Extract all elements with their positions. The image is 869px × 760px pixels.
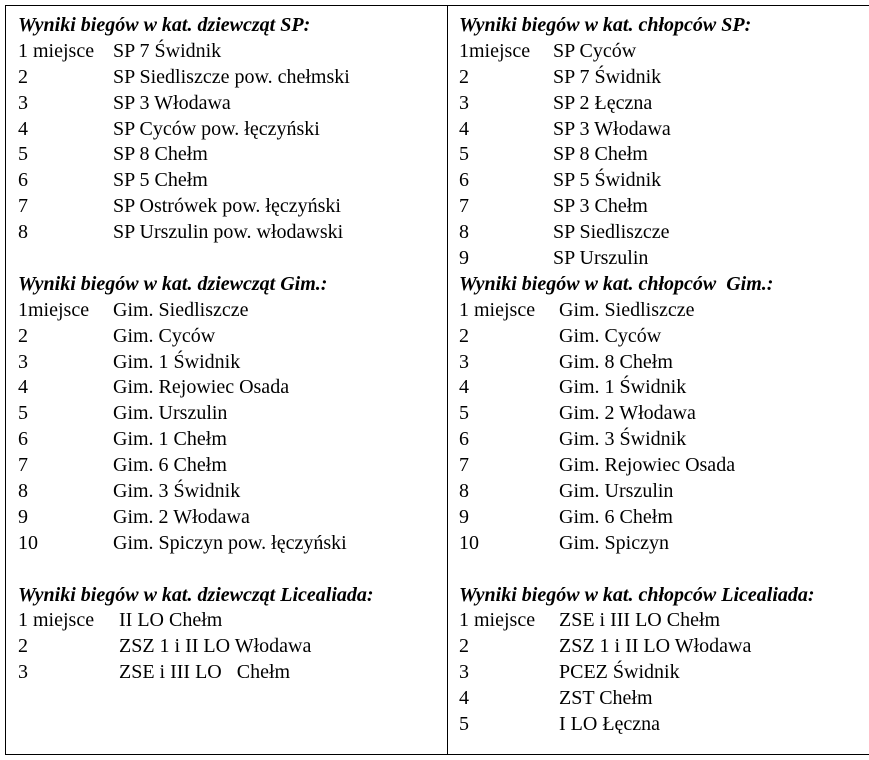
result-row — [459, 505, 869, 531]
result-row — [18, 479, 447, 505]
place-label: 1 miejsce — [459, 609, 536, 632]
result-row — [18, 65, 447, 91]
place-label: 5 — [459, 713, 469, 736]
school-name: SP 3 Włodawa — [553, 117, 671, 140]
school-name: Gim. 6 Chełm — [559, 505, 673, 528]
section-boys-sp — [459, 13, 869, 272]
school-name: SP 7 Świdnik — [553, 65, 662, 88]
section-boys-gim — [459, 272, 869, 557]
result-row — [459, 117, 869, 143]
school-name: Gim. 1 Chełm — [113, 428, 227, 451]
result-row — [459, 427, 869, 453]
result-row — [459, 220, 869, 246]
school-name: SP Ostrówek pow. łęczyński — [113, 195, 341, 218]
school-name: SP 3 Włodawa — [113, 91, 231, 114]
result-row — [459, 142, 869, 168]
school-name: SP 7 Świdnik — [113, 39, 222, 62]
result-row — [459, 91, 869, 117]
result-row — [459, 634, 869, 660]
school-name: Gim. 1 Świdnik — [559, 376, 687, 399]
result-row — [18, 324, 447, 350]
place-label: 2 — [18, 324, 28, 347]
result-row — [459, 686, 869, 712]
result-row — [459, 246, 869, 272]
place-label: 4 — [459, 687, 469, 710]
result-row — [459, 453, 869, 479]
result-row — [18, 375, 447, 401]
section-girls-sp — [18, 13, 447, 246]
place-label: 10 — [459, 531, 479, 554]
result-row — [18, 531, 447, 557]
place-label: 5 — [459, 402, 469, 425]
school-name: SP Siedliszcze — [553, 221, 670, 244]
place-label: 4 — [459, 117, 469, 140]
result-row — [459, 531, 869, 557]
school-name: Gim. Spiczyn pow. łęczyński — [113, 531, 347, 554]
place-label: 7 — [459, 195, 469, 218]
place-label: 2 — [459, 65, 469, 88]
section-girls-lic — [18, 583, 447, 687]
results-table — [5, 5, 869, 755]
school-name: ZSZ 1 i II LO Włodawa — [119, 635, 312, 658]
result-row — [18, 350, 447, 376]
place-label: 5 — [18, 402, 28, 425]
place-label: 1miejsce — [18, 298, 90, 321]
school-name: SP 5 Chełm — [113, 169, 208, 192]
school-name: II LO Chełm — [119, 609, 223, 632]
place-label: 9 — [459, 505, 469, 528]
school-name: Gim. Cyców — [559, 324, 662, 347]
school-name: Gim. Cyców — [113, 324, 216, 347]
place-label: 1 miejsce — [459, 298, 536, 321]
table-row-sp — [6, 6, 869, 755]
result-row — [459, 375, 869, 401]
place-label: 6 — [459, 428, 469, 451]
result-row — [18, 142, 447, 168]
place-label: 8 — [18, 221, 28, 244]
school-name: PCEZ Świdnik — [559, 661, 680, 684]
result-row — [18, 427, 447, 453]
place-label: 9 — [459, 247, 469, 270]
school-name: Gim. Rejowiec Osada — [559, 454, 736, 477]
place-label: 4 — [18, 376, 28, 399]
section-boys-lic — [459, 583, 869, 738]
school-name: SP Cyców — [553, 39, 637, 62]
section-girls-gim — [18, 272, 447, 557]
place-label: 10 — [18, 531, 38, 554]
result-row — [18, 220, 447, 246]
school-name: Gim. Rejowiec Osada — [113, 376, 290, 399]
result-row — [459, 324, 869, 350]
school-name: Gim. Siedliszcze — [113, 298, 249, 321]
result-row — [18, 168, 447, 194]
section-heading: Wyniki biegów w kat. chłopców Gim.: — [459, 272, 774, 295]
result-row — [459, 65, 869, 91]
school-name: SP 5 Świdnik — [553, 169, 662, 192]
place-label: 3 — [18, 661, 28, 684]
place-label: 6 — [18, 428, 28, 451]
school-name: SP Cyców pow. łęczyński — [113, 117, 320, 140]
result-row — [459, 39, 869, 65]
school-name: Gim. Spiczyn — [559, 531, 669, 554]
school-name: SP 3 Chełm — [553, 195, 648, 218]
place-label: 8 — [459, 480, 469, 503]
result-row — [18, 505, 447, 531]
section-heading: Wyniki biegów w kat. dziewcząt Licealiada: — [18, 583, 374, 606]
school-name: Gim. 3 Świdnik — [559, 428, 687, 451]
result-row — [459, 194, 869, 220]
school-name: SP 8 Chełm — [553, 143, 648, 166]
place-label: 3 — [459, 350, 469, 373]
school-name: ZST Chełm — [559, 687, 653, 710]
result-row — [459, 660, 869, 686]
result-row — [459, 479, 869, 505]
place-label: 1 miejsce — [18, 39, 95, 62]
school-name: Gim. Siedliszcze — [559, 298, 695, 321]
school-name: ZSE i III LO Chełm — [559, 609, 721, 632]
result-row — [459, 401, 869, 427]
school-name: Gim. 1 Świdnik — [113, 350, 241, 373]
section-heading: Wyniki biegów w kat. dziewcząt Gim.: — [18, 272, 328, 295]
place-label: 6 — [18, 169, 28, 192]
result-row — [459, 298, 869, 324]
place-label: 5 — [18, 143, 28, 166]
result-row — [18, 194, 447, 220]
school-name: SP Urszulin — [553, 247, 649, 270]
school-name: Gim. 8 Chełm — [559, 350, 673, 373]
place-label: 8 — [18, 480, 28, 503]
section-heading: Wyniki biegów w kat. chłopców SP: — [459, 14, 752, 36]
school-name: ZSZ 1 i II LO Włodawa — [559, 635, 752, 658]
result-row — [18, 91, 447, 117]
cell-girls-sp — [6, 6, 448, 755]
school-name: ZSE i III LO Chełm — [119, 661, 291, 684]
result-row — [18, 39, 447, 65]
school-name: SP 2 Łęczna — [553, 91, 653, 114]
school-name: Gim. Urszulin — [113, 402, 228, 425]
result-row — [18, 401, 447, 427]
place-label: 3 — [18, 91, 28, 114]
school-name: Gim. 2 Włodawa — [113, 505, 250, 528]
school-name: SP Urszulin pow. włodawski — [113, 221, 344, 244]
school-name: SP 8 Chełm — [113, 143, 208, 166]
cell-boys — [448, 6, 869, 755]
place-label: 8 — [459, 221, 469, 244]
place-label: 9 — [18, 505, 28, 528]
result-row — [459, 350, 869, 376]
place-label: 4 — [18, 117, 28, 140]
place-label: 7 — [18, 454, 28, 477]
place-label: 1 miejsce — [18, 609, 95, 632]
result-row — [18, 660, 447, 686]
result-row — [18, 298, 447, 324]
school-name: Gim. 3 Świdnik — [113, 480, 241, 503]
place-label: 6 — [459, 169, 469, 192]
school-name: Gim. Urszulin — [559, 480, 674, 503]
place-label: 5 — [459, 143, 469, 166]
result-row — [18, 634, 447, 660]
school-name: I LO Łęczna — [559, 713, 661, 736]
school-name: SP Siedliszcze pow. chełmski — [113, 65, 350, 88]
result-row — [459, 712, 869, 738]
place-label: 3 — [18, 350, 28, 373]
school-name: Gim. 6 Chełm — [113, 454, 227, 477]
result-row — [18, 117, 447, 143]
place-label: 3 — [459, 661, 469, 684]
place-label: 2 — [459, 635, 469, 658]
result-row — [459, 168, 869, 194]
place-label: 1miejsce — [459, 39, 531, 62]
section-heading: Wyniki biegów w kat. dziewcząt SP: — [18, 14, 311, 36]
place-label: 2 — [18, 635, 28, 658]
place-label: 4 — [459, 376, 469, 399]
place-label: 7 — [459, 454, 469, 477]
school-name: Gim. 2 Włodawa — [559, 402, 696, 425]
result-row — [459, 608, 869, 634]
place-label: 2 — [18, 65, 28, 88]
section-heading: Wyniki biegów w kat. chłopców Licealiada: — [459, 583, 815, 606]
place-label: 2 — [459, 324, 469, 347]
place-label: 7 — [18, 195, 28, 218]
place-label: 3 — [459, 91, 469, 114]
result-row — [18, 608, 447, 634]
result-row — [18, 453, 447, 479]
